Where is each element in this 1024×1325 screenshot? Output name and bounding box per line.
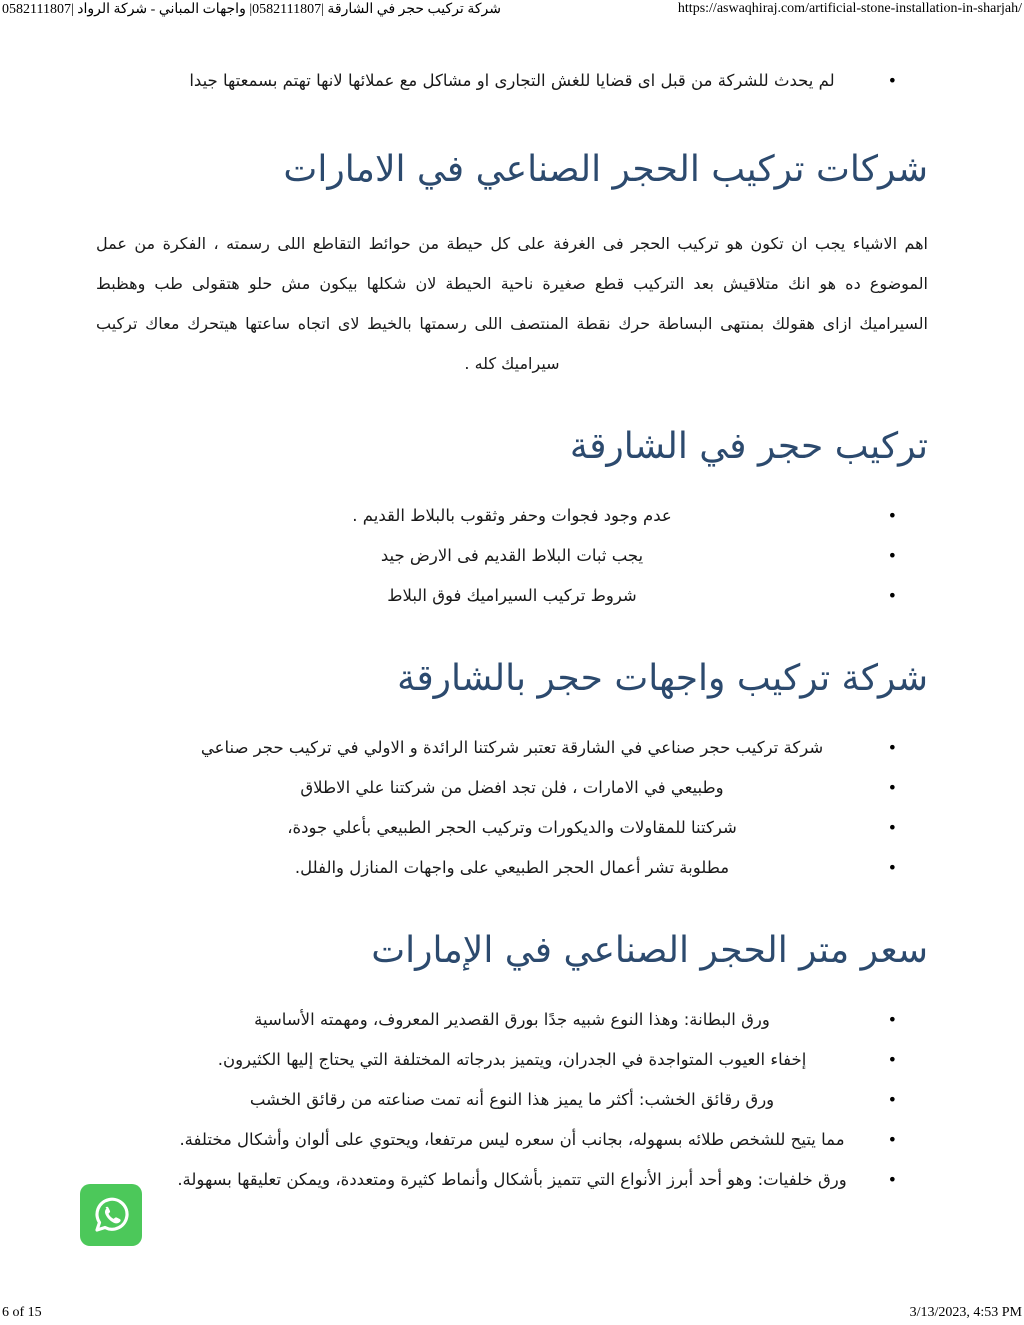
print-datetime: 3/13/2023, 4:53 PM xyxy=(909,1305,1022,1320)
bullet-icon: • xyxy=(887,818,897,837)
list-item: • شركتنا للمقاولات والديكورات وتركيب الحجر الطبيعي بأعلي جودة، xyxy=(96,808,928,848)
page-url[interactable]: https://aswaqhiraj.com/artificial-stone-installation-in-sharjah/ xyxy=(677,1,1022,16)
list-item: • يجب ثبات البلاط القديم فى الارض جيد xyxy=(96,536,928,576)
list-item: • مما يتيح للشخص طلائه بسهوله، بجانب أن سعره ليس مرتفعا، ويحتوي على ألوان وأشكال مختلفة. xyxy=(96,1120,928,1160)
print-header xyxy=(0,1,1024,19)
intro-list xyxy=(96,61,928,101)
print-footer xyxy=(0,1305,1024,1323)
list-item: • إخفاء العيوب المتواجدة في الجدران، ويتميز بدرجاته المختلفة التي يحتاج إليها الكثيرون. xyxy=(96,1040,928,1080)
section-list xyxy=(96,496,928,616)
bullet-icon: • xyxy=(887,1170,897,1189)
list-item: • مطلوبة تشر أعمال الحجر الطبيعي على واجهات المنازل والفلل. xyxy=(96,848,928,888)
bullet-icon: • xyxy=(887,506,897,525)
bullet-icon: • xyxy=(887,546,897,565)
bullet-icon: • xyxy=(887,1130,897,1149)
section-heading: تركيب حجر في الشارقة xyxy=(569,426,928,467)
bullet-icon: • xyxy=(887,738,897,757)
article-content xyxy=(96,56,928,1200)
section-heading: شركات تركيب الحجر الصناعي في الامارات xyxy=(283,149,928,190)
section-heading: سعر متر الحجر الصناعي في الإمارات xyxy=(371,930,928,971)
list-item: • شروط تركيب السيراميك فوق البلاط xyxy=(96,576,928,616)
list-item: • عدم وجود فجوات وحفر وثقوب بالبلاط القديم . xyxy=(96,496,928,536)
bullet-icon: • xyxy=(887,858,897,877)
bullet-icon: • xyxy=(887,1090,897,1109)
bullet-icon: • xyxy=(887,1010,897,1029)
list-item: • ورق رقائق الخشب: أكثر ما يميز هذا النوع أنه تمت صناعته من رقائق الخشب xyxy=(96,1080,928,1120)
bullet-icon: • xyxy=(887,586,897,605)
list-item: • لم يحدث للشركة من قبل اى قضايا للغش التجارى او مشاكل مع عملائها لانها تهتم بسمعتها جيدا xyxy=(96,61,928,101)
whatsapp-button[interactable] xyxy=(80,1184,142,1246)
section-list xyxy=(96,728,928,888)
list-item: • وطبيعي في الامارات ، فلن تجد افضل من شركتنا علي الاطلاق xyxy=(96,768,928,808)
section-paragraph: اهم الاشياء يجب ان تكون هو تركيب الحجر فى الغرفة على كل حيطة من حوائط التقاطع اللى رسمته ، الفكرة من عمل الموضوع ده هو انك متلاقيش بعد التركيب قطع صغيرة ناحية الحيطة لان شكلها بيكون مش حلو هتقولى طب وهظبط السيراميك ازاى هقولك بمنتهى البساطة حرك نقطة المنتصف اللى رسمتها بالخيط لاى اتجاه ساعتها هيتحرك معاك تركيب سيراميك كله . xyxy=(96,234,928,373)
section-list xyxy=(96,1000,928,1200)
page-number: 6 of 15 xyxy=(2,1305,42,1320)
list-item: • ورق خلفيات: وهو أحد أبرز الأنواع التي تتميز بأشكال وأنماط كثيرة ومتعددة، ويمكن تعليقها بسهولة. xyxy=(96,1160,928,1200)
section-heading: شركة تركيب واجهات حجر بالشارقة xyxy=(397,658,928,699)
list-item: • ورق البطانة: وهذا النوع شبيه جدًا بورق القصدير المعروف، ومهمته الأساسية xyxy=(96,1000,928,1040)
bullet-icon: • xyxy=(887,778,897,797)
whatsapp-icon xyxy=(88,1192,134,1238)
bullet-icon: • xyxy=(887,71,897,90)
page-title: شركة تركيب حجر في الشارقة |0582111807| واجهات المباني - شركة الرواد |0582111807 xyxy=(2,2,501,17)
bullet-icon: • xyxy=(887,1050,897,1069)
list-item: • شركة تركيب حجر صناعي في الشارقة تعتبر شركتنا الرائدة و الاولي في تركيب حجر صناعي xyxy=(96,728,928,768)
